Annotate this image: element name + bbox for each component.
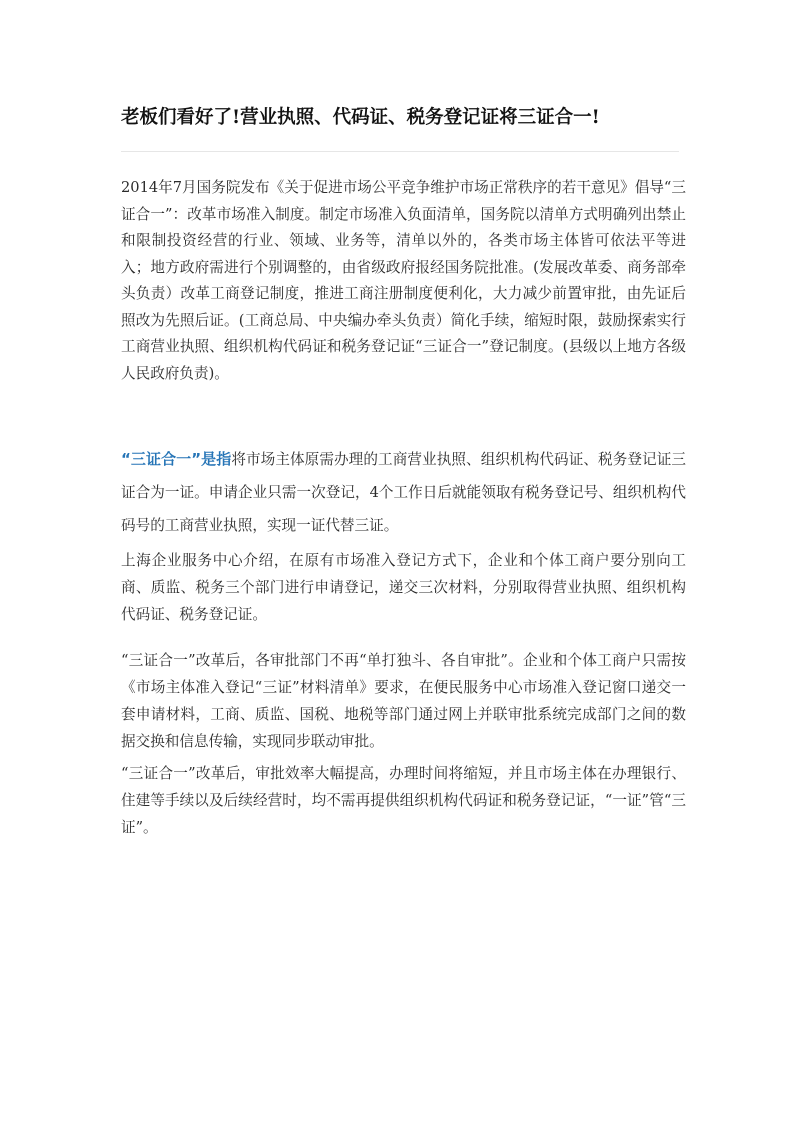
paragraph-reform-process: “三证合一”改革后，各审批部门不再“单打独斗、各自审批”。企业和个体工商户只需按《市场主体准入登记“三证”材料清单》要求，在便民服务中心市场准入登记窗口递交一套申请材料，工商、质监、国税、地税等部门通过网上并联审批系统完成部门之间的数据交换和信息传输，实现同步联动审批。 <box>121 652 686 750</box>
definition-text: 将市场主体原需办理的工商营业执照、组织机构代码证、税务登记证三证合为一证。申请企业只需一次登记，4个工作日后就能领取有税务登记号、组织机构代码号的工商营业执照，实现一证代替三证。 <box>121 451 686 534</box>
definition-highlight: “三证合一”是指 <box>121 450 232 468</box>
paragraph-definition <box>121 443 686 542</box>
article-title: 老板们看好了!营业执照、代码证、税务登记证将三证合一! <box>121 107 600 128</box>
paragraph-previous-process: 上海企业服务中心介绍，在原有市场准入登记方式下，企业和个体工商户要分别向工商、质监、税务三个部门进行申请登记，递交三次材料，分别取得营业执照、组织机构代码证、税务登记证。 <box>121 552 686 623</box>
paragraph-reform-benefits: “三证合一”改革后，审批效率大幅提高，办理时间将缩短，并且市场主体在办理银行、住建等手续以及后续经营时，均不需再提供组织机构代码证和税务登记证，“一证”管“三证”。 <box>121 765 686 836</box>
title-divider <box>121 151 679 152</box>
paragraph-background: 2014年7月国务院发布《关于促进市场公平竞争维护市场正常秩序的若干意见》倡导“三证合一”：改革市场准入制度。制定市场准入负面清单，国务院以清单方式明确列出禁止和限制投资经营的行业、领域、业务等，清单以外的，各类市场主体皆可依法平等进入；地方政府需进行个别调整的，由省级政府报经国务院批准。(发展改革委、商务部牵头负责）改革工商登记制度，推进工商注册制度便利化，大力减少前置审批，由先证后照改为先照后证。(工商总局、中央编办牵头负责）简化手续，缩短时限，鼓励探索实行工商营业执照、组织机构代码证和税务登记证“三证合一”登记制度。(县级以上地方各级人民政府负责)。 <box>121 179 686 382</box>
